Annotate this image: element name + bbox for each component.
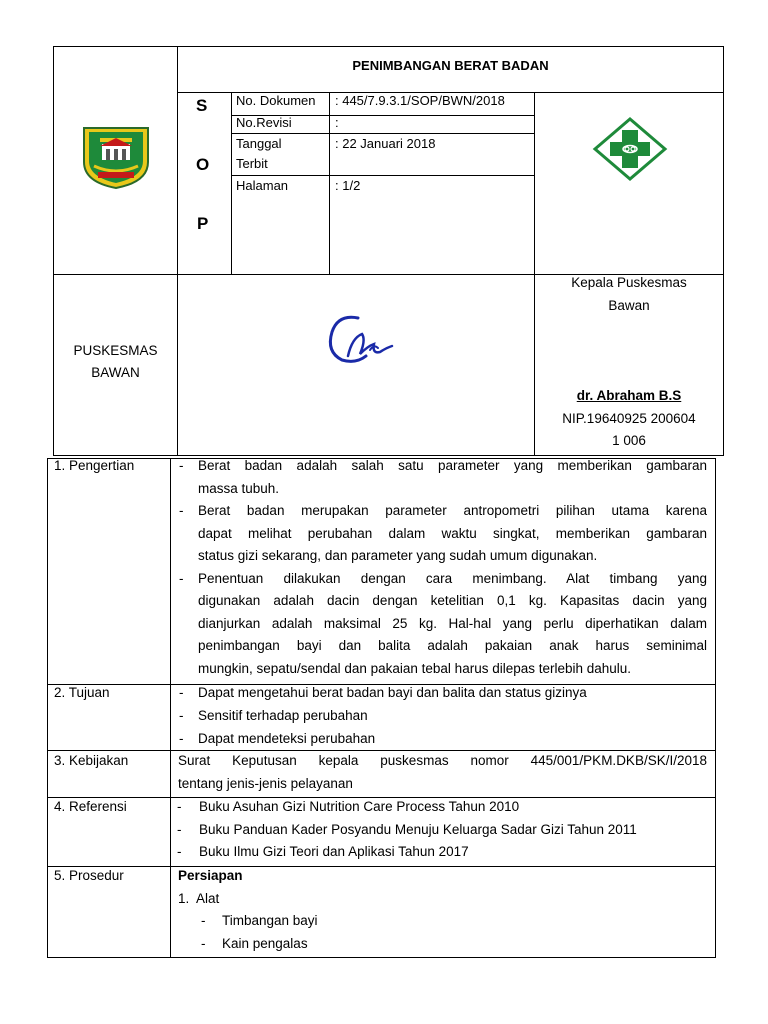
bullet-dash: - — [177, 844, 182, 859]
signer-name: dr. Abraham B.S — [576, 388, 682, 403]
pengertian-item2-line1: Berat badan merupakan parameter antropometri pilihan utama karena — [198, 503, 707, 518]
meta-value-no-dokumen: : 445/7.9.3.1/SOP/BWN/2018 — [335, 93, 505, 108]
meta-label-terbit: Terbit — [236, 156, 268, 171]
prosedur-step-alat: 1. Alat — [178, 891, 220, 906]
meta-value-halaman: : 1/2 — [335, 178, 361, 193]
signer-title-line1: Kepala Puskesmas — [571, 275, 687, 290]
pengertian-item2-line3: status gizi sekarang, dan parameter yang sudah umum digunakan. — [198, 548, 598, 563]
meta-value-no-revisi: : — [335, 115, 339, 130]
signer-title-line2: Bawan — [608, 298, 650, 313]
bullet-dash: - — [179, 685, 184, 700]
sop-letter-s: S — [196, 96, 208, 115]
meta-label-halaman: Halaman — [236, 178, 289, 193]
referensi-item: Buku Panduan Kader Posyandu Menuju Keluarga Sadar Gizi Tahun 2011 — [199, 822, 637, 837]
section-label-prosedur: 5. Prosedur — [54, 868, 124, 883]
signer-nip-line1: NIP.19640925 200604 — [562, 411, 696, 426]
referensi-item: Buku Ilmu Gizi Teori dan Aplikasi Tahun 2017 — [199, 844, 469, 859]
pengertian-item1-line1: Berat badan adalah salah satu parameter yang memberikan gambaran — [198, 458, 707, 473]
regional-logo — [78, 122, 154, 190]
org-name-line2: BAWAN — [91, 365, 140, 380]
document-title: PENIMBANGAN BERAT BADAN — [352, 58, 549, 73]
bullet-dash: - — [201, 913, 206, 928]
section-label-kebijakan: 3. Kebijakan — [54, 753, 129, 768]
bullet-dash: - — [179, 503, 184, 518]
section-label-tujuan: 2. Tujuan — [54, 685, 110, 700]
pengertian-item2-line2: dapat melihat perubahan dalam waktu singkat, memberikan gambaran — [198, 526, 707, 541]
bullet-dash: - — [179, 458, 184, 473]
signer-nip-line2: 1 006 — [612, 433, 646, 448]
prosedur-sub-item: Timbangan bayi — [222, 913, 318, 928]
signature — [322, 310, 398, 370]
prosedur-sub-item: Kain pengalas — [222, 936, 308, 951]
sop-letter-o: O — [196, 155, 210, 174]
kebijakan-line1: Surat Keputusan kepala puskesmas nomor 445/001/PKM.DKB/SK/I/2018 — [178, 753, 707, 768]
pengertian-item3-line1: Penentuan dilakukan dengan cara menimbang. Alat timbang yang — [198, 571, 707, 586]
meta-label-no-dokumen: No. Dokumen — [236, 93, 316, 108]
section-label-pengertian: 1. Pengertian — [54, 458, 135, 473]
bullet-dash: - — [177, 822, 182, 837]
pengertian-item3-line4: penimbangan bayi dan balita adalah pakaian anak harus seminimal — [198, 638, 707, 653]
section-label-referensi: 4. Referensi — [54, 799, 127, 814]
prosedur-heading: Persiapan — [178, 868, 243, 883]
meta-label-tanggal: Tanggal — [236, 136, 282, 151]
bullet-dash: - — [177, 799, 182, 814]
bullet-dash: - — [179, 571, 184, 586]
tujuan-item: Sensitif terhadap perubahan — [198, 708, 368, 723]
sop-letter-p: P — [197, 214, 209, 233]
bullet-dash: - — [179, 708, 184, 723]
pengertian-item3-line2: digunakan adalah dacin dengan ketelitian 0,1 kg. Kapasitas dacin yang — [198, 593, 707, 608]
meta-label-no-revisi: No.Revisi — [236, 115, 292, 130]
bullet-dash: - — [179, 731, 184, 746]
pengertian-item3-line3: dianjurkan adalah maksimal 25 kg. Hal-hal yang perlu diperhatikan dalam — [198, 616, 707, 631]
tujuan-item: Dapat mengetahui berat badan bayi dan balita dan status gizinya — [198, 685, 587, 700]
meta-value-tanggal: : 22 Januari 2018 — [335, 136, 436, 151]
pengertian-item1-line2: massa tubuh. — [198, 481, 280, 496]
bullet-dash: - — [201, 936, 206, 951]
puskesmas-logo — [592, 116, 668, 182]
tujuan-item: Dapat mendeteksi perubahan — [198, 731, 376, 746]
referensi-item: Buku Asuhan Gizi Nutrition Care Process Tahun 2010 — [199, 799, 520, 814]
org-name-line1: PUSKESMAS — [73, 343, 158, 358]
pengertian-item3-line5: mungkin, sepatu/sendal dan pakaian tebal harus dilepas terlebih dahulu. — [198, 661, 632, 676]
kebijakan-line2: tentang jenis-jenis pelayanan — [178, 776, 353, 791]
